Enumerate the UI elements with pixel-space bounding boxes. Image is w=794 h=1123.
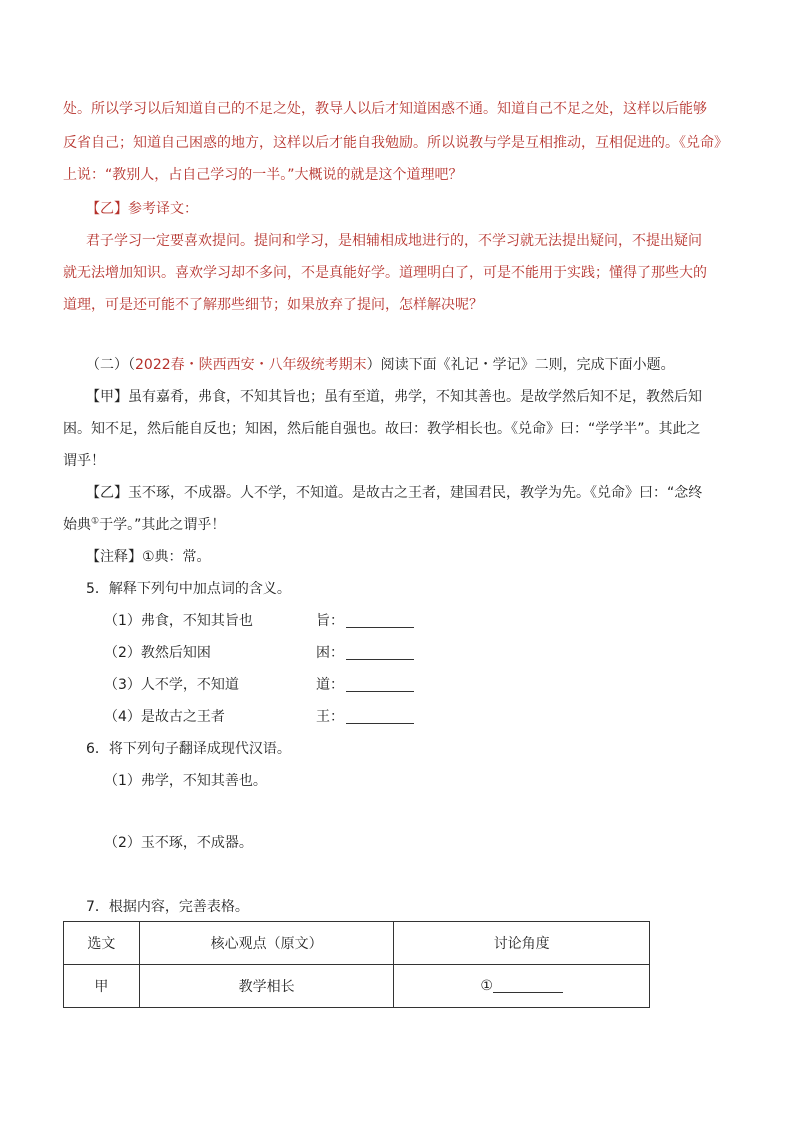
table-row xyxy=(64,965,650,1008)
q6-title: 6．将下列句子翻译成现代汉语。 xyxy=(86,741,291,757)
table-header-cell: 讨论角度 xyxy=(394,922,650,965)
yi-text-part-b: 于学。”其此之谓乎！ xyxy=(99,517,226,533)
yi-text-part-a: 始典 xyxy=(63,517,91,533)
q5-item-3-answer xyxy=(316,675,414,695)
q6-item-2: （2）玉不琢，不成器。 xyxy=(104,835,253,851)
answer-blank[interactable] xyxy=(346,645,414,660)
yi-text-line-2 xyxy=(63,515,225,535)
q7-title: 7．根据内容，完善表格。 xyxy=(86,899,249,915)
yi-translation-label: 【乙】参考译文： xyxy=(86,201,198,217)
section2-prefix: （二）（ xyxy=(86,357,135,373)
q5-item-4-word: 王： xyxy=(316,709,344,725)
answer-blank[interactable] xyxy=(346,677,414,692)
q5-item-3-word: 道： xyxy=(316,677,344,693)
yi-translation-line-3: 道理，可是还可能不了解那些细节；如果放弃了提问，怎样解决呢？ xyxy=(63,297,483,313)
q5-item-1-sentence: （1）弗食，不知其旨也 xyxy=(104,613,253,629)
table-header-cell: 选文 xyxy=(64,922,140,965)
q5-item-3-sentence: （3）人不学，不知道 xyxy=(104,677,239,693)
section2-suffix: ）阅读下面《礼记・学记》二则，完成下面小题。 xyxy=(366,357,675,373)
q5-item-2-answer xyxy=(316,643,414,663)
translation-line-3: 上说：“教别人，占自己学习的一半。”大概说的就是这个道理吧？ xyxy=(63,167,463,183)
jia-text-line-2: 困。知不足，然后能自反也；知困，然后能自强也。故曰：教学相长也。《兑命》曰：“学学半”。其此之 xyxy=(63,421,701,437)
table-cell-answer xyxy=(394,965,650,1008)
annotation-note: 【注释】①典：常。 xyxy=(86,549,211,565)
yi-translation-line-1: 君子学习一定要喜欢提问。提问和学习，是相辅相成地进行的，不学习就无法提出疑问，不提出疑问 xyxy=(86,233,702,249)
section2-source: 2022春・陕西西安・八年级统考期末 xyxy=(135,357,367,373)
table-header-row xyxy=(64,922,650,965)
q5-item-2-word: 困： xyxy=(316,645,344,661)
jia-text-line-3: 谓乎！ xyxy=(63,453,105,469)
table-cell: 教学相长 xyxy=(139,965,394,1008)
q5-item-2-sentence: （2）教然后知困 xyxy=(104,645,211,661)
q7-table xyxy=(63,921,650,1008)
yi-text-line-1: 【乙】玉不琢，不成器。人不学，不知道。是故古之王者，建国君民，教学为先。《兑命》曰：“念终 xyxy=(86,485,703,501)
q5-title: 5．解释下列句中加点词的含义。 xyxy=(86,581,291,597)
table-header-cell: 核心观点（原文） xyxy=(139,922,394,965)
answer-blank[interactable] xyxy=(346,613,414,628)
q5-item-1-answer xyxy=(316,611,414,631)
q6-item-1: （1）弗学，不知其善也。 xyxy=(104,773,267,789)
q5-item-4-answer xyxy=(316,707,414,727)
answer-marker: ① xyxy=(480,978,493,994)
q5-item-4-sentence: （4）是故古之王者 xyxy=(104,709,225,725)
answer-blank[interactable] xyxy=(493,978,563,993)
translation-line-2: 反省自己；知道自己困惑的地方，这样以后才能自我勉励。所以说教与学是互相推动，互相促进的。《兑命》 xyxy=(63,135,728,151)
q5-item-1-word: 旨： xyxy=(316,613,344,629)
jia-text-line-1: 【甲】虽有嘉肴，弗食，不知其旨也；虽有至道，弗学，不知其善也。是故学然后知不足，教然后知 xyxy=(86,389,702,405)
section2-heading xyxy=(86,355,675,375)
table-cell: 甲 xyxy=(64,965,140,1008)
translation-line-1: 处。所以学习以后知道自己的不足之处，教导人以后才知道困惑不通。知道自己不足之处，这样以后能够 xyxy=(63,101,707,117)
footnote-marker: ① xyxy=(91,516,100,527)
answer-blank[interactable] xyxy=(346,709,414,724)
yi-translation-line-2: 就无法增加知识。喜欢学习却不多问，不是真能好学。道理明白了，可是不能用于实践；懂得了那些大的 xyxy=(63,265,707,281)
